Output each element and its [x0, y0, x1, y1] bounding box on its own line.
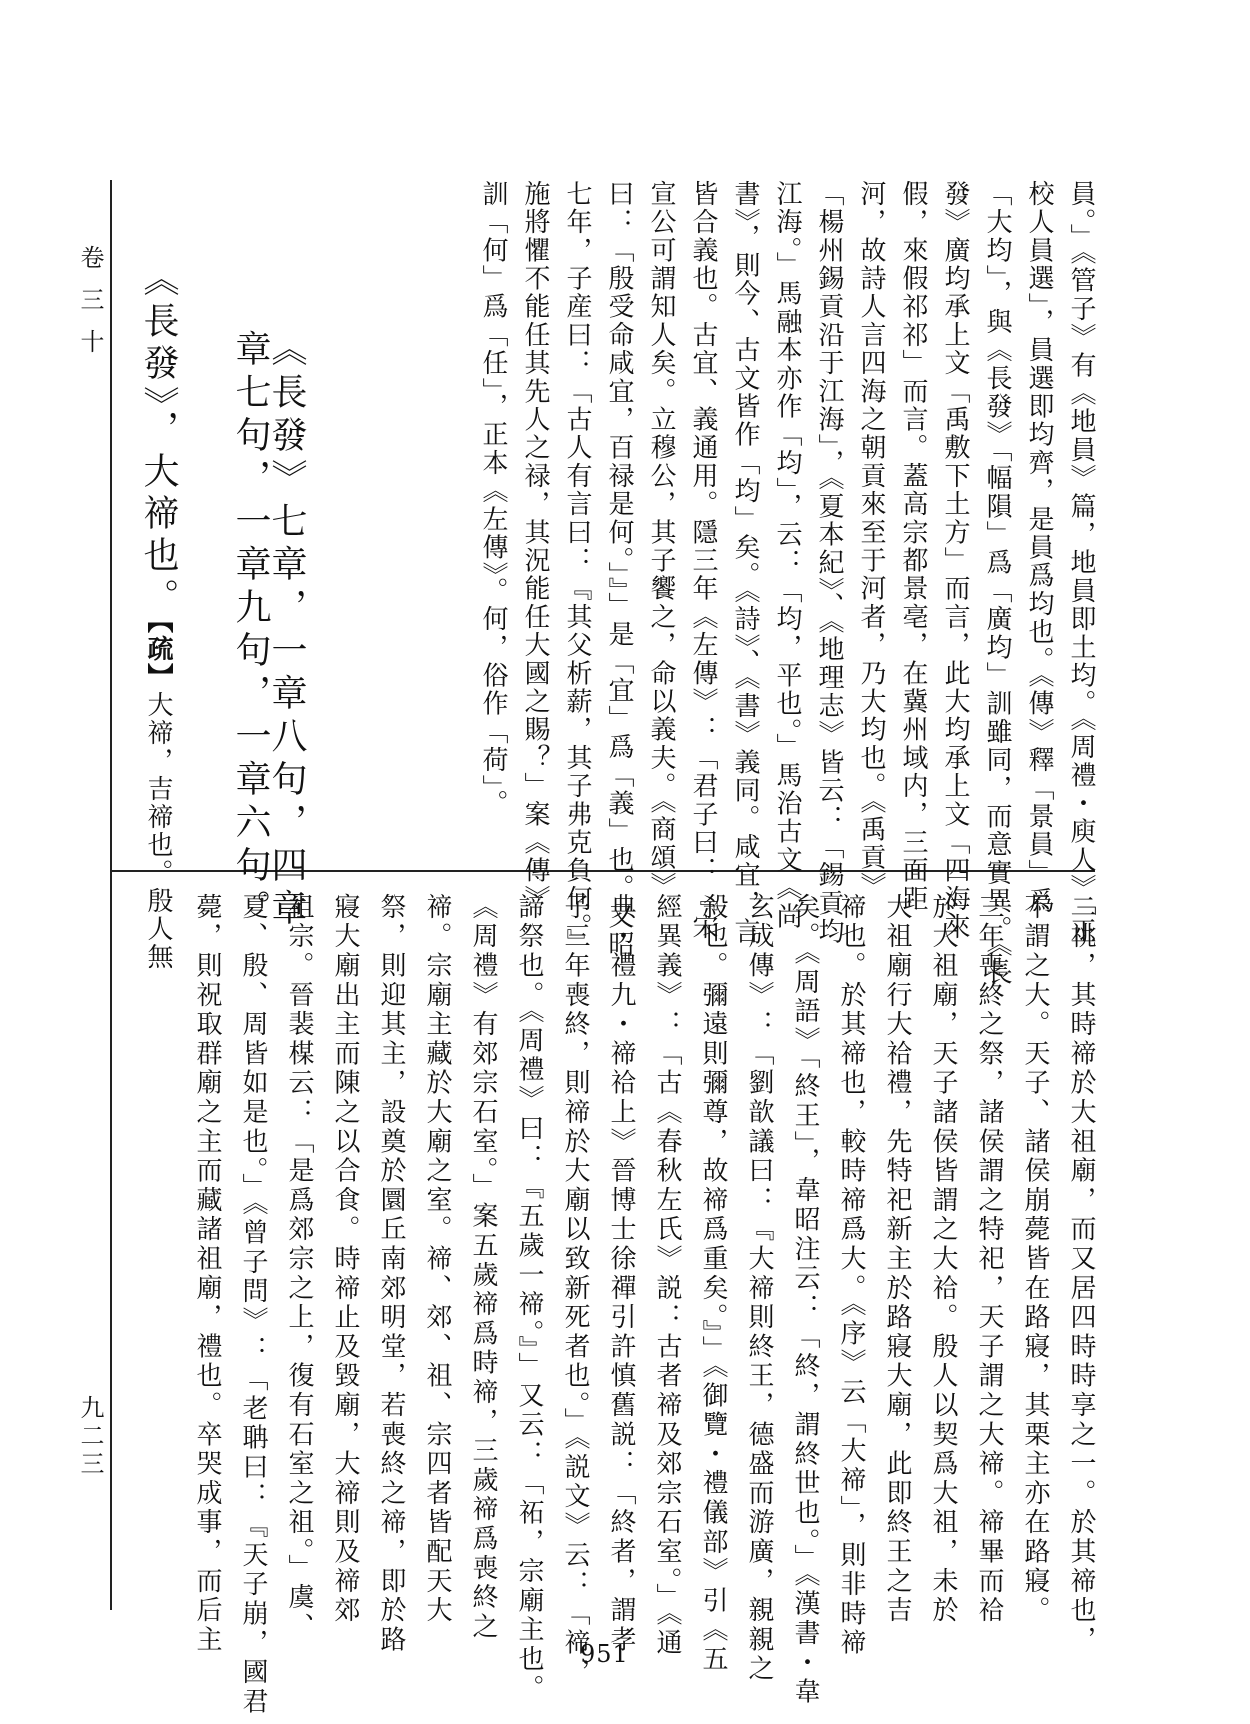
bottom-column-10: 經異義》：「古《春秋左氏》説：古者禘及郊宗石室。」《通 — [652, 893, 682, 1659]
top-column-4: 發》廣均承上文「禹敷下土方」而言，此大均承上文「四海來 — [940, 180, 970, 942]
bottom-column-12: 子三年喪終，則禘於大廟以致新死者也。」《説文》云：「禘， — [560, 893, 590, 1688]
page-number: 951 — [580, 1640, 629, 1668]
bottom-column-13: 諦祭也。《周禮》曰：『五歲一禘。』」又云：「祏，宗廟主也。 — [514, 893, 544, 1704]
volume-label: 卷三十 — [76, 245, 104, 371]
bottom-column-9: 殺也。彌遠則彌尊，故禘爲重矣。』」《御覽・禮儀部》引《五 — [698, 893, 728, 1675]
top-column-13: 七年，子産曰：「古人有言曰：『其父析薪，其子弗克負何。』 — [562, 180, 592, 957]
top-column-14: 施將懼不能任其先人之禄，其況能任大國之賜？」案《傳》 — [520, 180, 550, 914]
bottom-column-14: 《周禮》有郊宗石室。」案五歲禘爲時禘，三歲禘爲喪終之 — [468, 893, 498, 1642]
top-column-5: 假，來假祁祁」而言。蓋高宗都景亳，在冀州域内，三面距 — [898, 180, 928, 914]
top-column-9: 書》，則今、古文皆作「均」矣。《詩》、《書》義同。咸宜，言 — [730, 180, 760, 946]
bottom-column-4: 於大祖廟，天子諸侯皆謂之大祫。殷人以契爲大祖，未於 — [928, 893, 958, 1626]
chapter-summary — [230, 330, 307, 950]
bottom-column-7: 矣。《周語》「終王」，韋昭注云：「終，謂終世也。」《漢書・韋 — [790, 893, 820, 1707]
chapter-summary-text: 《長發》七章，一章八句，四章章七句，一章九句，一章六句。 — [230, 330, 307, 932]
top-column-2: 校人員選」，員選即均齊，是員爲均也。《傳》釋「景員」爲 — [1024, 180, 1054, 916]
top-column-10: 皆合義也。古宜、義通用。隱三年《左傳》：「君子曰：『宋 — [688, 180, 718, 942]
bottom-column-18: 祖宗。晉裴楳云：「是爲郊宗之上，復有石室之祖。」虞、 — [284, 893, 314, 1642]
bottom-column-20: 薨，則祝取群廟之主而藏諸祖廟，禮也。卒哭成事，而后主 — [192, 893, 222, 1655]
page-number-cjk: 九二三 — [76, 1395, 104, 1479]
bottom-column-19: 夏、殷、周皆如是也。」《曾子問》：「老聃曰：『天子崩，國君 — [238, 893, 268, 1717]
bottom-column-11: 典・禮九・禘祫上》晉博士徐禪引許慎舊説：「終者，謂孝 — [606, 893, 636, 1655]
top-column-3: 「大均」，與《長發》「幅隕」爲「廣均」訓雖同，而意實異。《長 — [982, 180, 1012, 987]
bottom-column-16: 祭，則迎其主，設奠於圜丘南郊明堂，若喪終之禘，即於路 — [376, 893, 406, 1655]
top-column-8: 江海。」馬融本亦作「均」，云：「均，平也。」馬治古文《尚 — [772, 180, 802, 931]
top-column-12: 曰：「殷受命咸宜，百禄是何。」』」是「宜」爲「義」也。又昭 — [604, 180, 634, 959]
commentary-start: 大禘，吉禘也。殷人無 — [143, 691, 173, 971]
top-column-1: 員。」《管子》有《地員》篇，地員即土均。《周禮・庾人》「正 — [1066, 180, 1096, 946]
bottom-column-17: 寢大廟出主而陳之以合食。時禘止及毀廟，大禘則及禘郊 — [330, 893, 360, 1626]
margin-rule — [110, 180, 112, 1610]
top-column-15: 訓「何」爲「任」，正本《左傳》。何，俗作「荷」。 — [478, 180, 508, 818]
top-column-7: 「楊州錫貢沿于江海」，《夏本紀》、《地理志》皆云：「錫貢均 — [814, 180, 844, 946]
bottom-column-15: 禘。宗廟主藏於大廟之室。禘、郊、祖、宗四者皆配天大 — [422, 893, 452, 1626]
top-column-11: 宣公可謂知人矣。立穆公，其子饗之，命以義夫。《商頌》 — [646, 180, 676, 901]
bottom-column-8: 玄成傳》：「劉歆議曰：『大禘則終王，德盛而游廣，親親之 — [744, 893, 774, 1685]
bottom-column-6: 禘也。於其禘也，較時禘爲大。《序》云「大禘」，則非時禘 — [836, 893, 866, 1659]
bottom-column-3: 三年喪終之祭，諸侯謂之特祀，天子謂之大禘。禘畢而祫 — [974, 893, 1004, 1626]
bottom-column-2: 不謂之大。天子、諸侯崩薨皆在路寢，其栗主亦在路寢。 — [1020, 893, 1050, 1626]
bottom-column-1: 二祧，其時禘於大祖廟，而又居四時時享之一。於其禘也， — [1066, 893, 1096, 1655]
poem-line: 《長發》，大禘也。 — [138, 260, 179, 620]
top-column-6: 河，故詩人言四海之朝貢來至于河者，乃大均也。《禹貢》 — [856, 180, 886, 901]
bottom-column-5: 大祖廟行大祫禮，先特祀新主於路寢大廟，此即終王之吉 — [882, 893, 912, 1626]
poem-line-column — [138, 260, 179, 971]
commentary-tag: 【疏】 — [143, 620, 173, 691]
